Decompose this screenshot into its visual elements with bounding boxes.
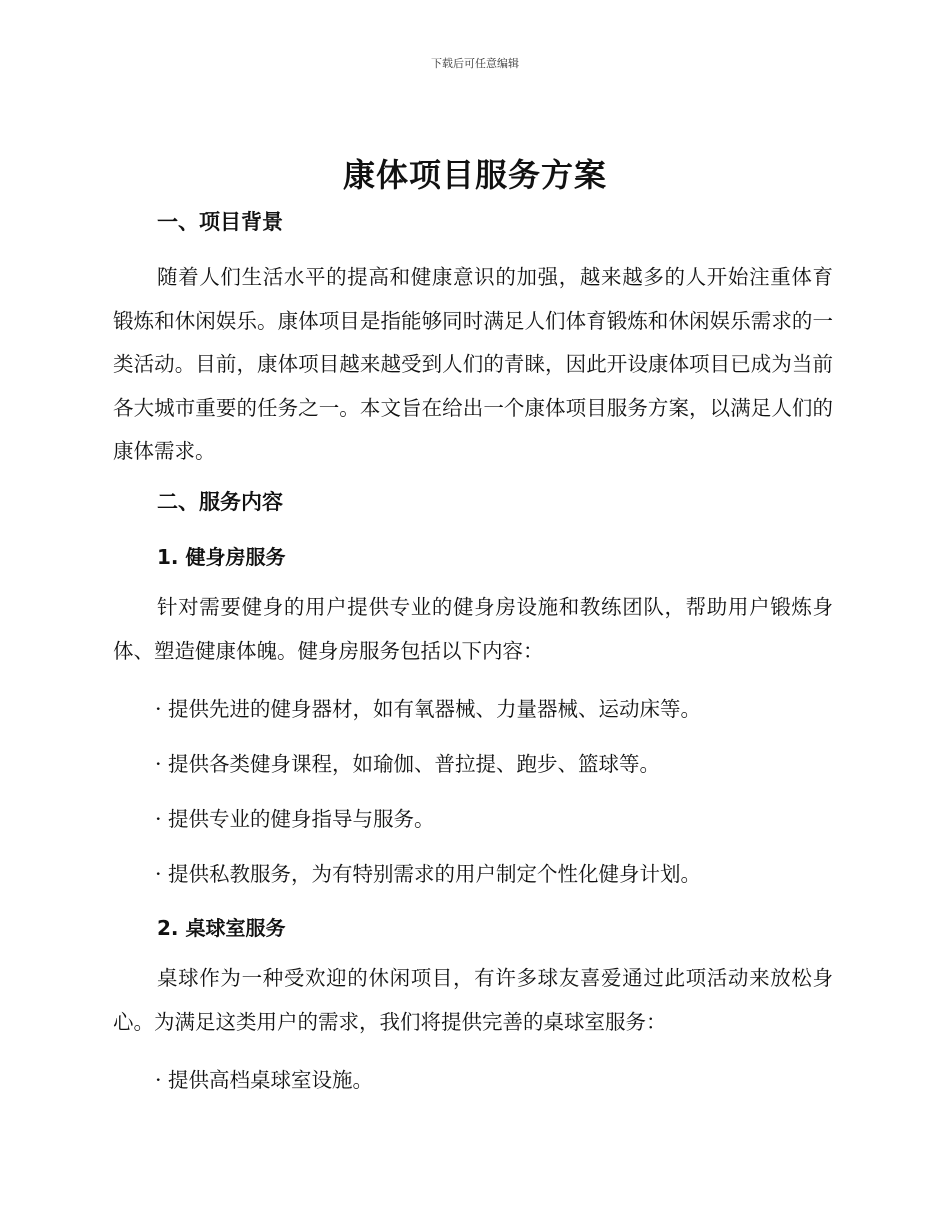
list-item: · 提供各类健身课程，如瑜伽、普拉提、跑步、篮球等。 <box>155 752 661 776</box>
paragraph-billiards: 桌球作为一种受欢迎的休闲项目，有许多球友喜爱通过此项活动来放松身心。为满足这类用户的需求，我们将提供完善的桌球室服务： <box>113 966 833 1034</box>
paragraph-background: 随着人们生活水平的提高和健康意识的加强，越来越多的人开始注重体育锻炼和休闲娱乐。康体项目是指能够同时满足人们体育锻炼和休闲娱乐需求的一类活动。目前，康体项目越来越受到人们的青睐，因此开设康体项目已成为当前各大城市重要的任务之一。本文旨在给出一个康体项目服务方案，以满足人们的康体需求。 <box>113 265 833 463</box>
list-item: · 提供高档桌球室设施。 <box>155 1068 374 1092</box>
paragraph-gym: 针对需要健身的用户提供专业的健身房设施和教练团队，帮助用户锻炼身体、塑造健康体魄。健身房服务包括以下内容： <box>113 595 833 663</box>
list-item: · 提供专业的健身指导与服务。 <box>155 807 435 831</box>
page-title: 康体项目服务方案 <box>342 156 607 194</box>
subsection-heading-billiards: 2. 桌球室服务 <box>157 916 286 940</box>
section-heading-services: 二、服务内容 <box>157 490 283 514</box>
list-item: · 提供先进的健身器材，如有氧器械、力量器械、运动床等。 <box>155 697 702 721</box>
subsection-heading-gym: 1. 健身房服务 <box>157 545 286 569</box>
header-note: 下载后可任意编辑 <box>431 57 519 70</box>
section-heading-background: 一、项目背景 <box>157 210 283 234</box>
list-item: · 提供私教服务，为有特别需求的用户制定个性化健身计划。 <box>155 862 702 886</box>
